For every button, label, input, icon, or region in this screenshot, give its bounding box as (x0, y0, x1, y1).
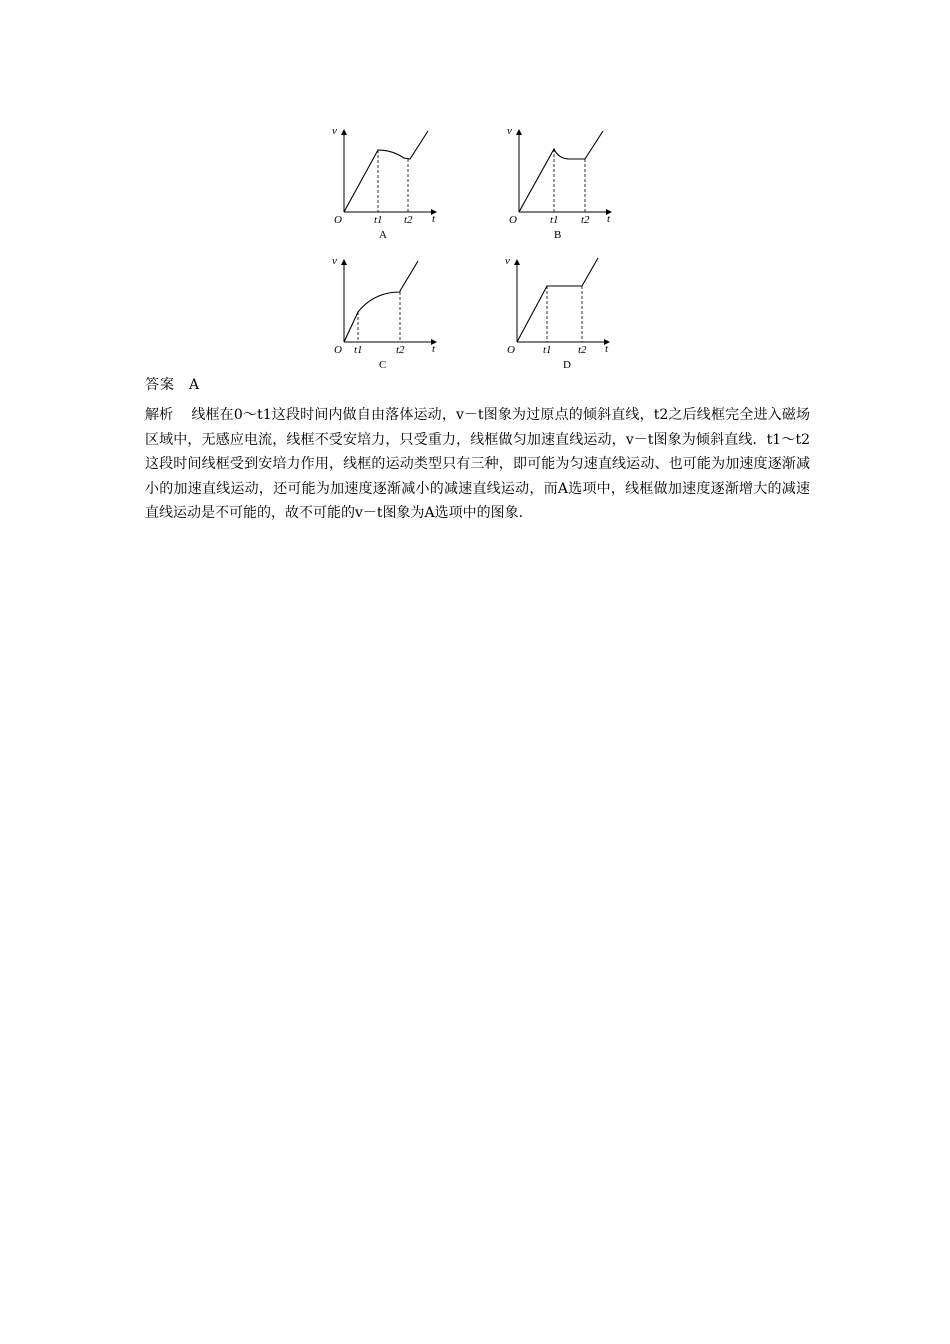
vt-graph-figure (320, 120, 630, 380)
panel-b-y-label: v (507, 125, 512, 137)
analysis-paragraph (145, 403, 810, 526)
panel-c-x-label: t (432, 343, 436, 355)
panel-a-tick-t1: t1 (374, 214, 383, 226)
panel-a-x-label: t (432, 213, 436, 225)
panel-b-tick-t2: t2 (581, 214, 590, 226)
panel-c-origin: O (334, 344, 342, 356)
panel-c-tick-t1: t1 (354, 344, 363, 356)
panel-d-y-label: v (505, 255, 510, 267)
answer-label: 答案 (145, 377, 175, 393)
panel-c (332, 255, 436, 371)
panel-b-tick-t1: t1 (550, 214, 559, 226)
panel-b-caption: B (554, 229, 562, 241)
vt-graphs-svg (320, 120, 630, 380)
panel-a-tick-t2: t2 (404, 214, 413, 226)
analysis-label: 解析 (145, 407, 174, 423)
panel-b-origin: O (509, 214, 517, 226)
panel-a (332, 125, 436, 241)
answer-value: A (189, 377, 200, 393)
panel-d-curve (517, 258, 598, 342)
answer-line (145, 376, 199, 394)
panel-d-caption: D (563, 359, 571, 371)
panel-c-caption: C (379, 359, 387, 371)
panel-d-origin: O (507, 344, 515, 356)
panel-d-x-label: t (605, 343, 609, 355)
panel-c-y-label: v (332, 255, 337, 267)
panel-a-curve (344, 131, 428, 212)
analysis-text: 线框在0～t1这段时间内做自由落体运动，v－t图象为过原点的倾斜直线，t2之后线框完全进入磁场区域中，无感应电流，线框不受安培力，只受重力，线框做匀加速直线运动，v－t图象为倾斜直线．t1～t2这段时间线框受到安培力作用，线框的运动类型只有三种，即可能为匀速直线运动、也可能为加速度逐渐减小的加速直线运动，还可能为加速度逐渐减小的减速直线运动，而A选项中，线框做加速度逐渐增大的减速直线运动是不可能的，故不可能的v－t图象为A选项中的图象． (145, 407, 810, 521)
panel-b (507, 125, 611, 241)
panel-b-x-label: t (607, 213, 611, 225)
panel-b-curve (519, 131, 603, 212)
panel-d-tick-t2: t2 (578, 344, 587, 356)
panel-d (505, 255, 609, 371)
panel-c-tick-t2: t2 (396, 344, 405, 356)
panel-a-y-label: v (332, 125, 337, 137)
panel-a-origin: O (334, 214, 342, 226)
panel-d-tick-t1: t1 (543, 344, 552, 356)
panel-a-caption: A (379, 229, 387, 241)
panel-c-curve (344, 261, 418, 342)
